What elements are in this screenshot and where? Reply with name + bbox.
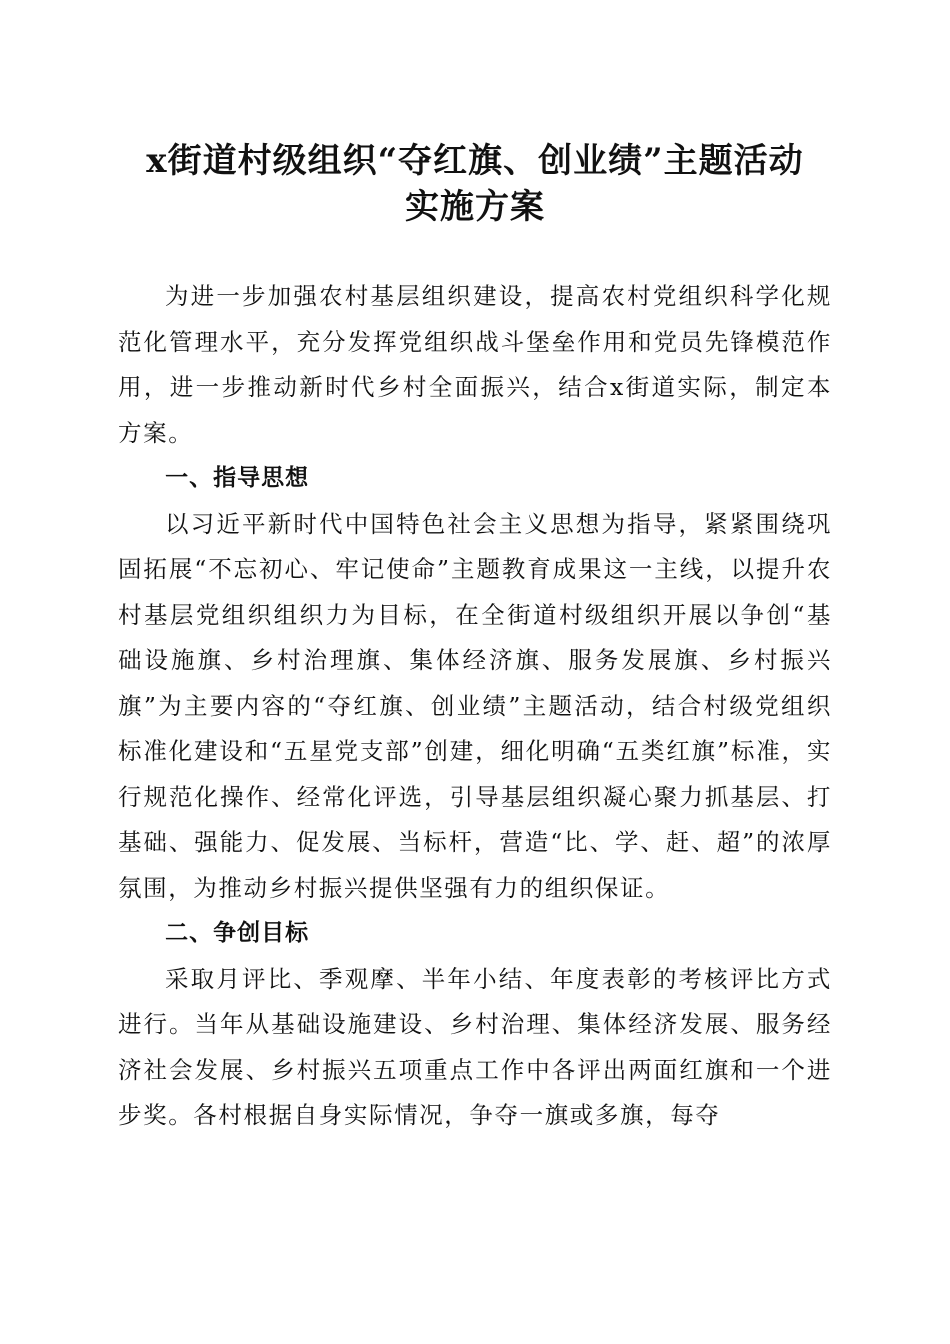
intro-paragraph: 为进一步加强农村基层组织建设，提高农村党组织科学化规范化管理水平，充分发挥党组织战斗堡垒作用和党员先锋模范作用，进一步推动新时代乡村全面振兴，结合x街道实际，制定本方案。: [118, 282, 832, 447]
section-2-paragraph: 采取月评比、季观摩、半年小结、年度表彰的考核评比方式进行。当年从基础设施建设、乡村治理、集体经济发展、服务经济社会发展、乡村振兴五项重点工作中各评出两面红旗和一个进步奖。各村根据自身实际情况，争夺一旗或多旗，每夺: [118, 964, 832, 1129]
section-1-heading: 一、指导思想: [165, 465, 310, 491]
document-title-line-1: x街道村级组织“夺红旗、创业绩”主题活动: [146, 141, 804, 181]
document-title-line-2: 实施方案: [405, 187, 545, 227]
document-body: [118, 274, 832, 1139]
section-2-heading: 二、争创目标: [165, 920, 310, 946]
section-1-paragraph: 以习近平新时代中国特色社会主义思想为指导，紧紧围绕巩固拓展“不忘初心、牢记使命”主题教育成果这一主线，以提升农村基层党组织组织力为目标，在全街道村级组织开展以争创“基础设施旗、乡村治理旗、集体经济旗、服务发展旗、乡村振兴旗”为主要内容的“夺红旗、创业绩”主题活动，结合村级党组织标准化建设和“五星党支部”创建，细化明确“五类红旗”标准，实行规范化操作、经常化评选，引导基层组织凝心聚力抓基层、打基础、强能力、促发展、当标杆，营造“比、学、赶、超”的浓厚氛围，为推动乡村振兴提供坚强有力的组织保证。: [118, 509, 832, 902]
